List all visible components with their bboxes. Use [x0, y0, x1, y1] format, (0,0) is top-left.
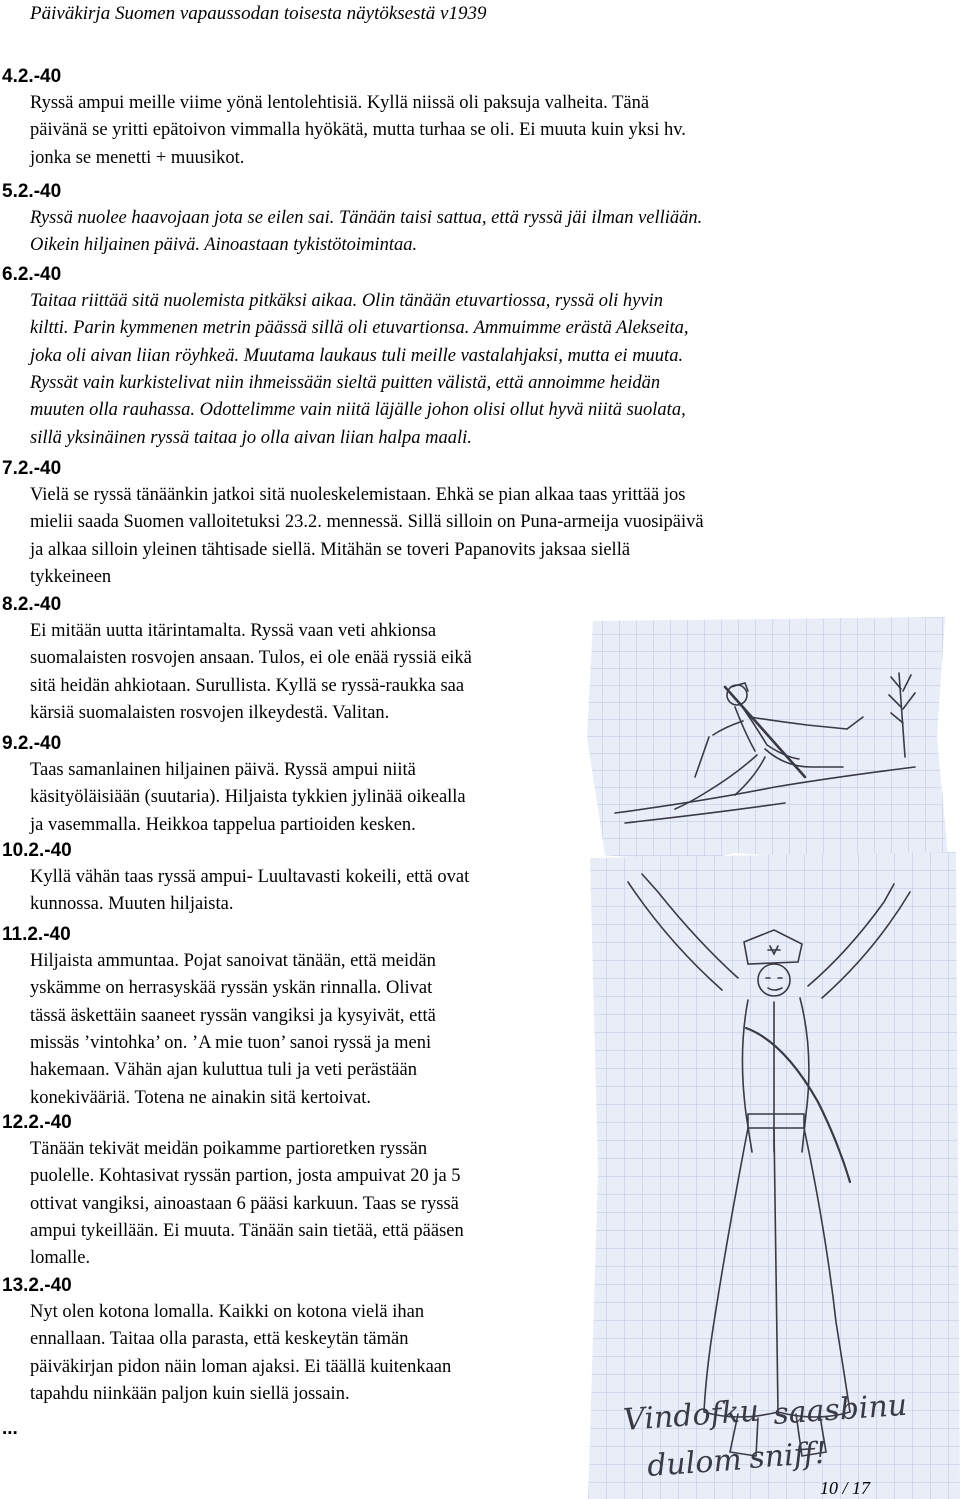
entry-text-line: käsityöläisiään (suutaria). Hiljaista tykkien jylinää oikealla [30, 787, 466, 808]
skier-sketch [585, 617, 950, 872]
entry-text-line: Ryssät vain kurkistelivat niin ihmeissään sieltä puitten välistä, että annoimme heidän [30, 372, 661, 393]
entry-text-line: joka oli aivan liian röyhkeä. Muutama laukaus tuli meille vastalahjaksi, mutta ei muuta. [30, 345, 684, 366]
svg-text:saasbinu: saasbinu [772, 1387, 909, 1432]
svg-text:sniff!: sniff! [748, 1435, 828, 1476]
entry-text-line: Ryssä ampui meille viime yönä lentolehtisiä. Kyllä niissä oli paksuja valheita. Tänä [30, 93, 650, 113]
entry-text-line: päivänä se yritti epätoivon vimmalla hyökätä, mutta turhaa se oli. Ei muuta kuin yksi hv. [30, 120, 686, 141]
entry-text-line: Ryssä nuolee haavojaan jota se eilen sai. Tänään taisi sattua, että ryssä jäi ilman velliään. [30, 208, 703, 228]
document-header: Päiväkirja Suomen vapaussodan toisesta näytöksestä v1939 [30, 3, 487, 24]
entry-text-line: tässä äskettäin saaneet ryssän vangiksi ja kysyivät, että [30, 1005, 436, 1026]
entry-text-line: tapahdu niinkään paljon kuin siellä jossain. [30, 1383, 350, 1404]
entry-text-line: ennallaan. Taitaa olla parasta, että keskeytän tämän [30, 1329, 409, 1350]
entry-text-line: Taitaa riittää sitä nuolemista pitkäksi aikaa. Olin tänään etuvartiossa, ryssä oli hyvin [30, 291, 663, 311]
entry-date: 9.2.-40 [2, 733, 62, 754]
entry-text-line: suomalaisten rosvojen ansaan. Tulos, ei ole enää ryssiä eikä [30, 648, 472, 669]
entry-text-line: kärsiä suomalaisten rosvojen ilkeydestä. Valitan. [30, 702, 390, 723]
entry-text-line: Ei mitään uutta itärintamalta. Ryssä vaan veti ahkionsa [30, 621, 437, 641]
entry-text-line: jonka se menetti + muusikot. [30, 147, 245, 168]
soldier-sketch [588, 852, 960, 1499]
entry-text-line: yskämme on herrasyskää ryssän yskän rinnalla. Olivat [30, 978, 433, 999]
entry-text-line: kunnossa. Muuten hiljaista. [30, 894, 234, 915]
entry-text-line: Hiljaista ammuntaa. Pojat sanoivat tänään, että meidän [30, 951, 436, 971]
svg-text:Vindofku: Vindofku [622, 1393, 761, 1438]
entry-date: 8.2.-40 [2, 594, 62, 615]
entry-date: 4.2.-40 [2, 66, 62, 87]
svg-text:dulom: dulom [646, 1442, 743, 1484]
entry-text-line: Vielä se ryssä tänäänkin jatkoi sitä nuoleskelemistaan. Ehkä se pian alkaa taas yrittää jos [30, 485, 686, 505]
entry-text-line: muuten olla rauhassa. Odottelimme vain niitä läjälle johon olisi ollut hyvä niitä suolata, [30, 400, 686, 421]
entry-text-line: ampui tykeillään. Ei muuta. Tänään sain tietää, että pääsen [30, 1220, 464, 1241]
entry-text-line: missäs ’vintohka’ on. ’A mie tuon’ sanoi ryssä ja meni [30, 1032, 432, 1053]
entry-text-line: mielii saada Suomen valloitetuksi 23.2. mennessä. Sillä silloin on Puna-armeija vuosipäivä [30, 512, 704, 533]
entry-date: 7.2.-40 [2, 458, 62, 479]
entry-date: 13.2.-40 [2, 1275, 72, 1296]
entry-text-line: Taas samanlainen hiljainen päivä. Ryssä ampui niitä [30, 760, 416, 780]
entry-text-line: lomalle. [30, 1248, 91, 1269]
entry-text-line: ottivat vangiksi, ainoastaan 6 pääsi karkuun. Taas se ryssä [30, 1193, 459, 1214]
entry-text-line: konekiväärіä. Totena ne ainakin sitä kertoivat. [30, 1087, 372, 1108]
entry-text-line: Nyt olen kotona lomalla. Kaikki on kotona vielä ihan [30, 1302, 425, 1322]
entry-date: 6.2.-40 [2, 264, 62, 285]
entry-text-line: ja vasemmalla. Heikkoa tappelua partioiden kesken. [30, 814, 416, 835]
entry-text-line: puolelle. Kohtasivat ryssän partion, josta ampuivat 20 ja 5 [30, 1166, 461, 1187]
entry-date: 12.2.-40 [2, 1112, 72, 1133]
entry-text-line: kiltti. Parin kymmenen metrin päässä sillä oli etuvartionsa. Ammuimme erästä Alekseita, [30, 318, 689, 339]
entry-text-line: sitä heidän ahkiotaan. Surullista. Kyllä se ryssä-raukka saa [30, 675, 465, 696]
entry-date: 11.2.-40 [2, 924, 71, 945]
page-number: 10 / 17 [820, 1478, 871, 1498]
entry-text-line: päiväkirjan pidon näin loman ajaksi. Ei täällä kuitenkaan [30, 1356, 452, 1377]
entry-text-line: sillä yksinäinen ryssä taitaa jo olla aivan liian halpa maali. [30, 427, 472, 448]
entry-text-line: ja alkaa silloin yleinen tähtisade siellä. Mitähän se toveri Papanovits jaksaa siellä [30, 539, 631, 560]
entry-date: 10.2.-40 [2, 840, 72, 861]
entry-text-line: Tänään tekivät meidän poikamme partioretken ryssän [30, 1139, 428, 1159]
entry-text-line: Oikein hiljainen päivä. Ainoastaan tykistötoimintaa. [30, 235, 418, 256]
entry-text-line: Kyllä vähän taas ryssä ampui- Luultavasti kokeili, että ovat [30, 867, 470, 887]
ellipsis: ... [2, 1418, 18, 1439]
entry-text-line: hakemaan. Vähän ajan kuluttua tuli ja veti perästään [30, 1060, 417, 1081]
entry-date: 5.2.-40 [2, 181, 62, 202]
entry-text-line: tykkeineen [30, 566, 112, 587]
